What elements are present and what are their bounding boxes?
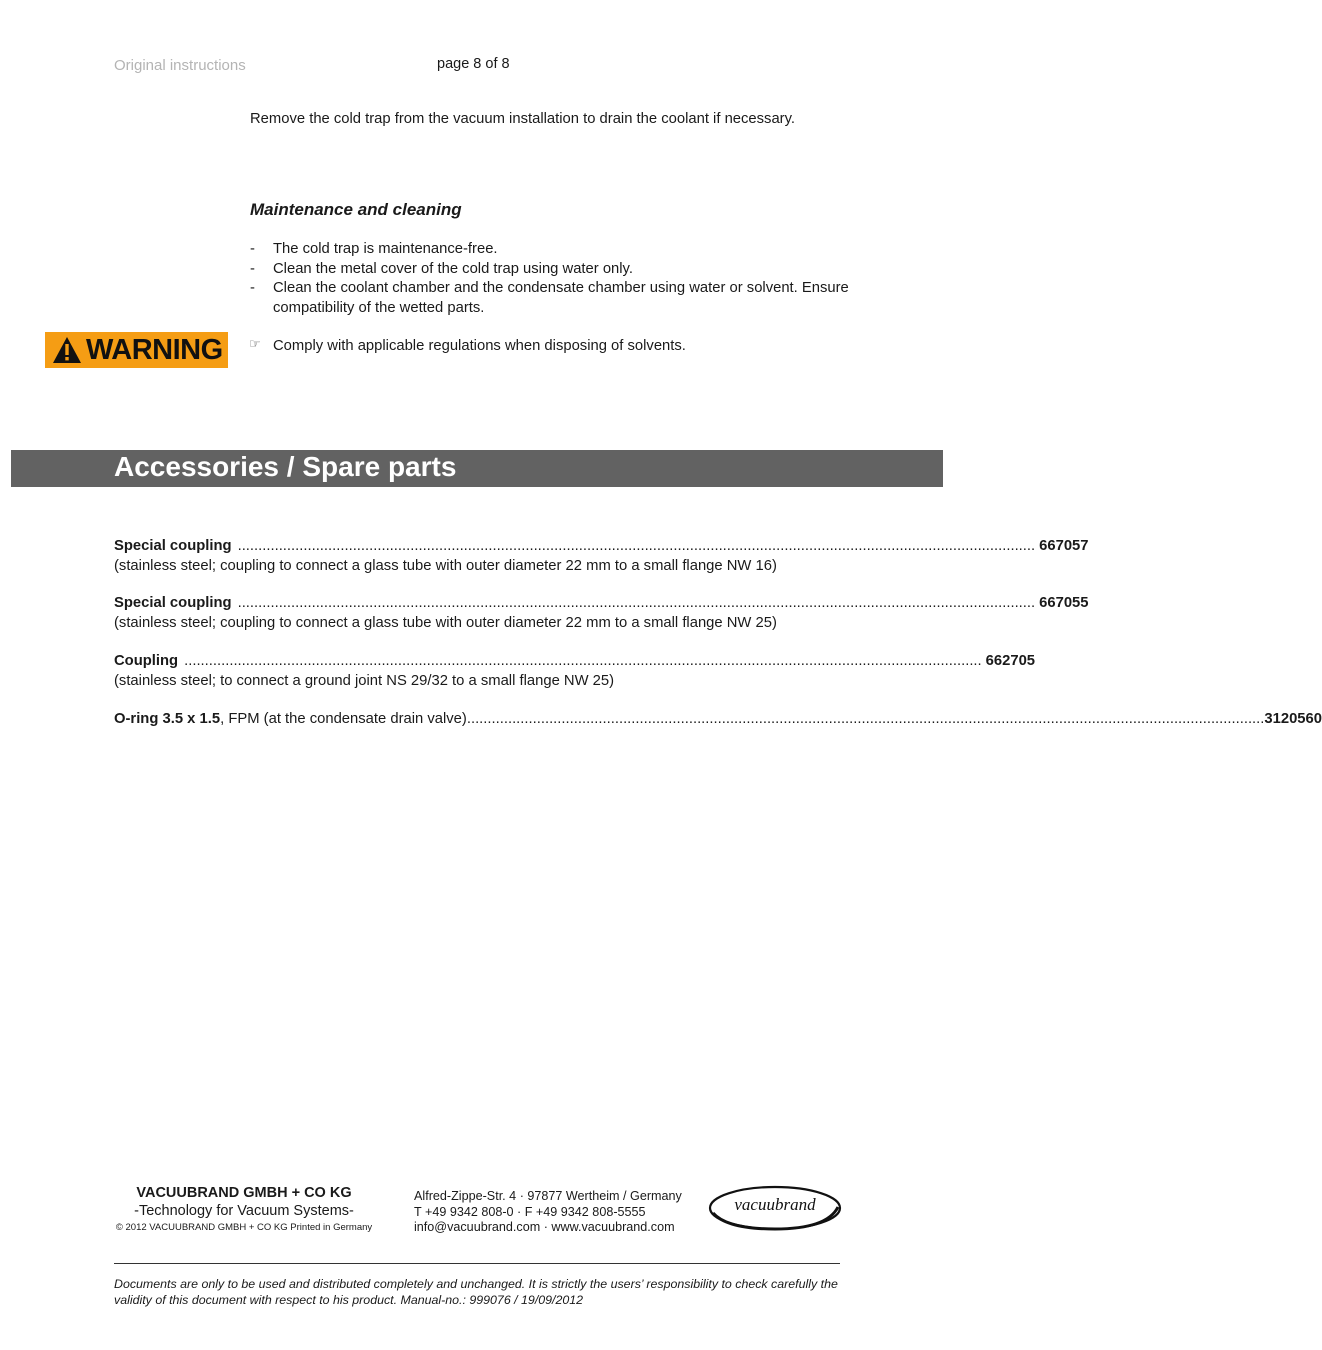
company-address [414, 1189, 682, 1236]
vacuubrand-logo [707, 1183, 843, 1233]
company-tagline: -Technology for Vacuum Systems- [134, 1203, 354, 1219]
part-name: Coupling [114, 653, 179, 669]
list-item: - Clean the coolant chamber and the condensate chamber using water or solvent. Ensure compatibility of the wetted parts. [250, 280, 849, 316]
part-entry [114, 594, 1089, 633]
part-name: Special coupling [114, 538, 232, 554]
company-name: VACUUBRAND GMBH + CO KG [136, 1185, 352, 1201]
warning-text: WARNING [86, 334, 223, 366]
part-number: 3120560 [1264, 711, 1322, 727]
phone-fax-line: T +49 9342 808-0 · F +49 9342 808-5555 [414, 1204, 646, 1219]
section-bar [11, 450, 943, 487]
list-item: - The cold trap is maintenance-free. [250, 241, 498, 257]
page-number: page 8 of 8 [437, 56, 510, 72]
maintenance-list [250, 240, 850, 318]
part-number: 662705 [985, 653, 1036, 669]
part-description: (stainless steel; to connect a ground joint NS 29/32 to a small flange NW 25) [114, 672, 615, 689]
maintenance-heading: Maintenance and cleaning [250, 200, 462, 219]
warning-label [45, 332, 228, 368]
copyright: © 2012 VACUUBRAND GMBH + CO KG Printed in Germany [115, 1222, 373, 1233]
list-item: - Clean the metal cover of the cold trap using water only. [250, 260, 633, 277]
warning-triangle-icon [51, 335, 83, 365]
part-description: (stainless steel; coupling to connect a glass tube with outer diameter 22 mm to a small flange NW 25) [114, 614, 777, 631]
leader-dots: .................................................................................................................................................................................................. [466, 711, 1265, 727]
email-web-line: info@vacuubrand.com · www.vacuubrand.com [414, 1220, 675, 1234]
address-line: Alfred-Zippe-Str. 4 · 97877 Wertheim / Germany [414, 1189, 682, 1203]
section-title: Accessories / Spare parts [114, 451, 457, 482]
disposal-note: Comply with applicable regulations when disposing of solvents. [273, 338, 686, 354]
part-entry [114, 652, 1036, 691]
part-suffix: , FPM (at the condensate drain valve) [220, 711, 467, 727]
part-entry [114, 537, 1089, 576]
leader-dots: .................................................................................................................................................................................................. [184, 653, 982, 669]
disclaimer: Documents are only to be used and distributed completely and unchanged. It is strictly the users’ responsibility to check carefully the validity of this document with respect to his product. Manual-no.: 999076 / 19/09/2012 [114, 1277, 838, 1307]
pointing-hand-icon: ☞ [249, 336, 261, 351]
part-name: Special coupling [114, 595, 232, 611]
part-description: (stainless steel; coupling to connect a glass tube with outer diameter 22 mm to a small flange NW 16) [114, 557, 777, 574]
leader-dots: .................................................................................................................................................................................................. [237, 595, 1036, 611]
logo-text: vacuubrand [734, 1195, 816, 1214]
drain-instruction: Remove the cold trap from the vacuum installation to drain the coolant if necessary. [250, 111, 796, 127]
header-original-instructions: Original instructions [114, 57, 246, 74]
part-name: O-ring 3.5 x 1.5 [114, 711, 221, 727]
footer-divider [114, 1263, 840, 1264]
part-number: 667057 [1039, 538, 1089, 554]
part-number: 667055 [1039, 595, 1089, 611]
part-entry [114, 710, 1322, 730]
company-block [114, 1185, 374, 1233]
leader-dots: .................................................................................................................................................................................................. [237, 538, 1036, 554]
